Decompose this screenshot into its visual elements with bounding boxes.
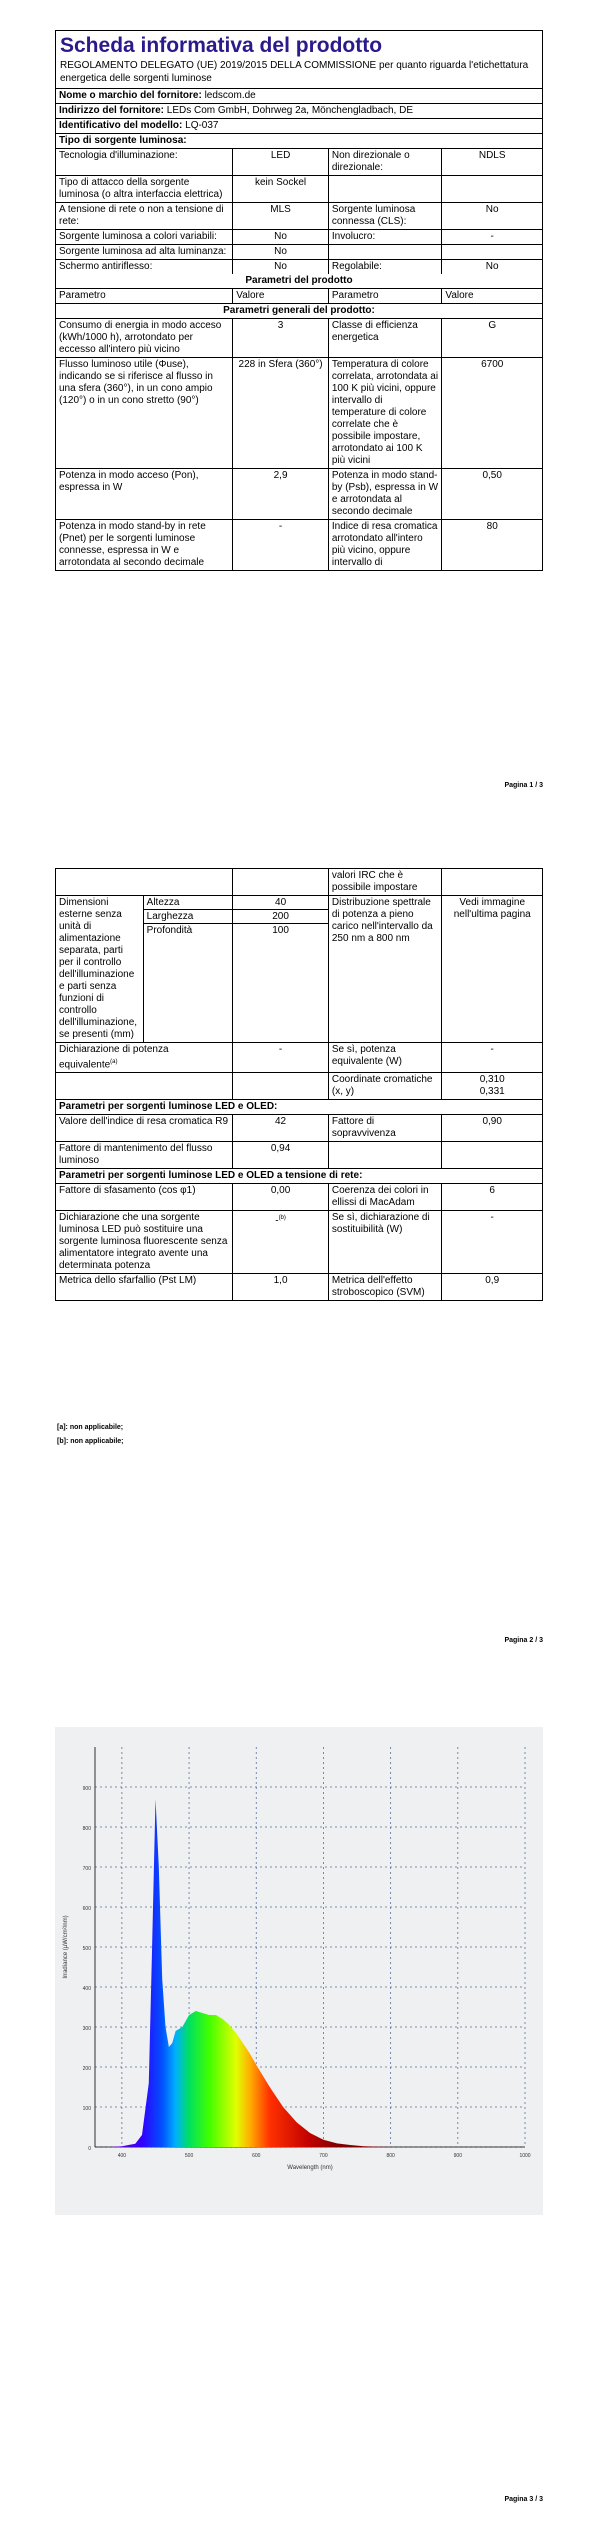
x-tick-label: 600 [252, 2153, 261, 2159]
x-tick-label: 500 [184, 2153, 194, 2159]
dim-width-value: 200 [233, 910, 328, 924]
equiv-label: Dichiarazione di potenza equivalente [59, 1044, 169, 1071]
spectral-value: Vedi immagine nell'ultima pagina [453, 897, 531, 920]
page-number: Pagina 2 / 3 [504, 1637, 543, 1644]
type-v2: No [485, 261, 499, 272]
y-tick-label: 300 [82, 2026, 91, 2032]
col-value-1: Valore [233, 289, 329, 303]
x-tick-label: 900 [453, 2153, 462, 2159]
dimensions-block [56, 896, 542, 1043]
model-label: Identificativo del modello: [59, 120, 183, 131]
y-tick-label: 900 [82, 1786, 91, 1792]
y-tick-label: 700 [82, 1866, 91, 1872]
y-tick-label: 400 [82, 1986, 91, 1992]
y-tick-label: 0 [88, 2146, 91, 2152]
general-v2: 0,50 [482, 470, 502, 481]
general-l1: Consumo di energia in modo acceso (kWh/1000 h), arrotondato per eccesso all'intero più vicino [56, 319, 233, 357]
replacement-claim-label: Se sì, dichiarazione di sostituibilità (W) [329, 1211, 443, 1273]
general-v1: 228 in Sfera (360°) [233, 358, 329, 468]
power-factor-label: Fattore di sfasamento (cos φ1) [56, 1184, 233, 1210]
general-v1: 2,9 [233, 469, 329, 519]
general-row [56, 469, 542, 520]
chroma-label: Coordinate cromatiche (x, y) [329, 1073, 443, 1099]
x-tick-label: 400 [117, 2153, 127, 2159]
y-tick-label: 100 [82, 2106, 91, 2112]
general-v2: 6700 [481, 359, 504, 370]
stroboscopic-value: 0,9 [485, 1275, 500, 1287]
type-v2: - [490, 231, 494, 242]
mains-header: Parametri per sorgenti luminose LED e OLED a tensione di rete: [59, 1170, 363, 1182]
model-id: LQ-037 [185, 120, 219, 131]
macadam-value: 6 [489, 1185, 495, 1197]
r9-value: 42 [233, 1115, 329, 1141]
footnote-b: [b]: non applicabile; [57, 1438, 124, 1445]
type-v2: No [485, 204, 499, 215]
supplier-name-label: Nome o marchio del fornitore: [59, 90, 202, 101]
general-l1: Potenza in modo acceso (Pon), espressa in W [56, 469, 233, 519]
supplier-address: LEDs Com GmbH, Dohrweg 2a, Mönchengladbach, DE [166, 105, 414, 116]
type-l1: Sorgente luminosa a colori variabili: [56, 230, 233, 244]
dim-height-label: Altezza [144, 896, 233, 910]
type-l1: Tecnologia d'illuminazione: [56, 149, 233, 175]
r9-label: Valore dell'indice di resa cromatica R9 [56, 1115, 233, 1141]
general-row [56, 520, 542, 570]
type-row [56, 230, 542, 245]
x-tick-label: 1000 [519, 2153, 531, 2159]
type-row [56, 260, 542, 274]
y-tick-label: 500 [82, 1946, 91, 1952]
page-title: Scheda informativa del prodotto [60, 34, 383, 57]
general-v2: 80 [486, 521, 498, 532]
y-tick-label: 600 [82, 1906, 91, 1912]
general-rows [56, 319, 542, 570]
type-l2 [329, 176, 443, 202]
general-l2: Indice di resa cromatica arrotondato all'intero più vicino, oppure intervallo di [329, 520, 443, 570]
type-v2: NDLS [478, 150, 506, 161]
fluorescent-replacement-label: Dichiarazione che una sorgente luminosa LED può sostituire una sorgente luminosa fluorescente senza alimentatore integrato avente una determinata potenza [56, 1211, 233, 1273]
spectrum-chart [55, 1727, 543, 2215]
maintenance-label: Fattore di mantenimento del flusso luminoso [56, 1142, 233, 1168]
dim-width-label: Larghezza [144, 910, 233, 924]
type-row [56, 149, 542, 176]
general-l2: Temperatura di colore correlata, arrotondata ai 100 K più vicini, oppure intervallo di temperature di colore correlate che è possibile impostare, arrotondato ai 100 K più vicini [329, 358, 443, 468]
col-param-1: Parametro [56, 289, 233, 303]
type-l1: Sorgente luminosa ad alta luminanza: [56, 245, 233, 259]
fluorescent-replacement-value: - [275, 1215, 279, 1227]
regulation-text: REGOLAMENTO DELEGATO (UE) 2019/2015 DELLA COMMISSIONE per quanto riguarda l'etichettatura energetica delle sorgenti luminose [56, 59, 542, 89]
type-v1: LED [233, 149, 329, 175]
type-l2: Regolabile: [329, 260, 443, 274]
dim-depth-value: 100 [272, 925, 289, 936]
flicker-label: Metrica dello sfarfallio (Pst LM) [56, 1274, 233, 1300]
type-v1: kein Sockel [233, 176, 329, 202]
x-tick-label: 700 [319, 2153, 328, 2159]
survival-value: 0,90 [482, 1116, 502, 1128]
page-1 [0, 0, 595, 820]
dim-height-value: 40 [233, 896, 328, 910]
general-l1: Potenza in modo stand-by in rete (Pnet) per le sorgenti luminose connesse, espressa in W e arrotondata al secondo decimale [56, 520, 233, 570]
type-v2 [442, 245, 542, 259]
maintenance-value: 0,94 [233, 1142, 329, 1168]
y-tick-label: 800 [82, 1826, 91, 1832]
spectrum-area [108, 1799, 390, 2147]
cri-continued: valori IRC che è possibile impostare [329, 869, 443, 895]
type-l2: Involucro: [329, 230, 443, 244]
general-row [56, 358, 542, 469]
dimensions-label: Dimensioni esterne senza unità di alimentazione separata, parti per il controllo dell'illuminazione e parti senza funzioni di controllo dell'illuminazione, se presenti (mm) [56, 896, 144, 1042]
chroma-x: 0,310 [479, 1074, 505, 1086]
type-v1: No [233, 260, 329, 274]
type-v1: MLS [233, 203, 329, 229]
y-axis-label: Irradiance (µW/cm²/nm) [63, 1915, 69, 1979]
replacement-claim-value: - [490, 1212, 494, 1224]
type-header: Tipo di sorgente luminosa: [59, 135, 187, 146]
general-row [56, 319, 542, 358]
general-header: Parametri generali del prodotto: [223, 305, 375, 316]
page-number: Pagina 1 / 3 [504, 782, 543, 789]
type-l1: Schermo antiriflesso: [56, 260, 233, 274]
params-header: Parametri del prodotto [245, 275, 353, 286]
general-l1: Flusso luminoso utile (Φuse), indicando se si riferisce al flusso in una sfera (360°), in un cono ampio (120°) o in un cono stretto (90°) [56, 358, 233, 468]
fluorescent-footnote: (b) [278, 1215, 286, 1222]
chroma-y: 0,331 [479, 1086, 505, 1098]
general-v1: - [233, 520, 329, 570]
page-2 [0, 868, 595, 1668]
col-value-2: Valore [445, 290, 474, 301]
type-row [56, 203, 542, 230]
x-tick-label: 800 [386, 2153, 395, 2159]
supplier-address-label: Indirizzo del fornitore: [59, 105, 164, 116]
page-number: Pagina 3 / 3 [504, 2496, 543, 2503]
general-l2: Potenza in modo stand-by (Psb), espressa in W e arrotondata al secondo decimale [329, 469, 443, 519]
power-factor-value: 0,00 [233, 1184, 329, 1210]
equiv-footnote: (a) [110, 1059, 118, 1065]
type-v2 [442, 176, 542, 202]
led-header: Parametri per sorgenti luminose LED e OLED: [59, 1101, 278, 1113]
spectrum-chart-svg [55, 1727, 543, 2215]
type-rows [56, 149, 542, 274]
type-row [56, 245, 542, 260]
survival-label: Fattore di sopravvivenza [329, 1115, 443, 1141]
product-sheet-table-continued [55, 868, 543, 1301]
x-axis-label: Wavelength (nm) [287, 2165, 333, 2171]
col-param-2: Parametro [329, 289, 443, 303]
type-l2: Sorgente luminosa connessa (CLS): [329, 203, 443, 229]
equiv2-label: Se sì, potenza equivalente (W) [329, 1043, 443, 1072]
dim-depth-label: Profondità [146, 925, 193, 936]
general-l2: Classe di efficienza energetica [329, 319, 443, 357]
y-tick-label: 200 [82, 2066, 91, 2072]
type-row [56, 176, 542, 203]
flicker-value: 1,0 [233, 1274, 329, 1300]
general-v2: G [488, 320, 497, 331]
type-l2 [329, 245, 443, 259]
type-l1: A tensione di rete o non a tensione di rete: [56, 203, 233, 229]
macadam-label: Coerenza dei colori in ellissi di MacAdam [329, 1184, 443, 1210]
supplier-name: ledscom.de [204, 90, 256, 101]
footnote-a: [a]: non applicabile; [57, 1424, 124, 1431]
equiv2-value: - [490, 1044, 494, 1055]
general-v1: 3 [233, 319, 329, 357]
equiv-value: - [233, 1043, 329, 1072]
spectral-label: Distribuzione spettrale di potenza a pieno carico nell'intervallo da 250 nm a 800 nm [329, 896, 443, 1042]
type-v1: No [233, 245, 329, 259]
stroboscopic-label: Metrica dell'effetto stroboscopico (SVM) [329, 1274, 443, 1300]
type-v1: No [233, 230, 329, 244]
product-sheet-table [55, 30, 543, 571]
type-l2: Non direzionale o direzionale: [329, 149, 443, 175]
type-l1: Tipo di attacco della sorgente luminosa (o altra interfaccia elettrica) [56, 176, 233, 202]
